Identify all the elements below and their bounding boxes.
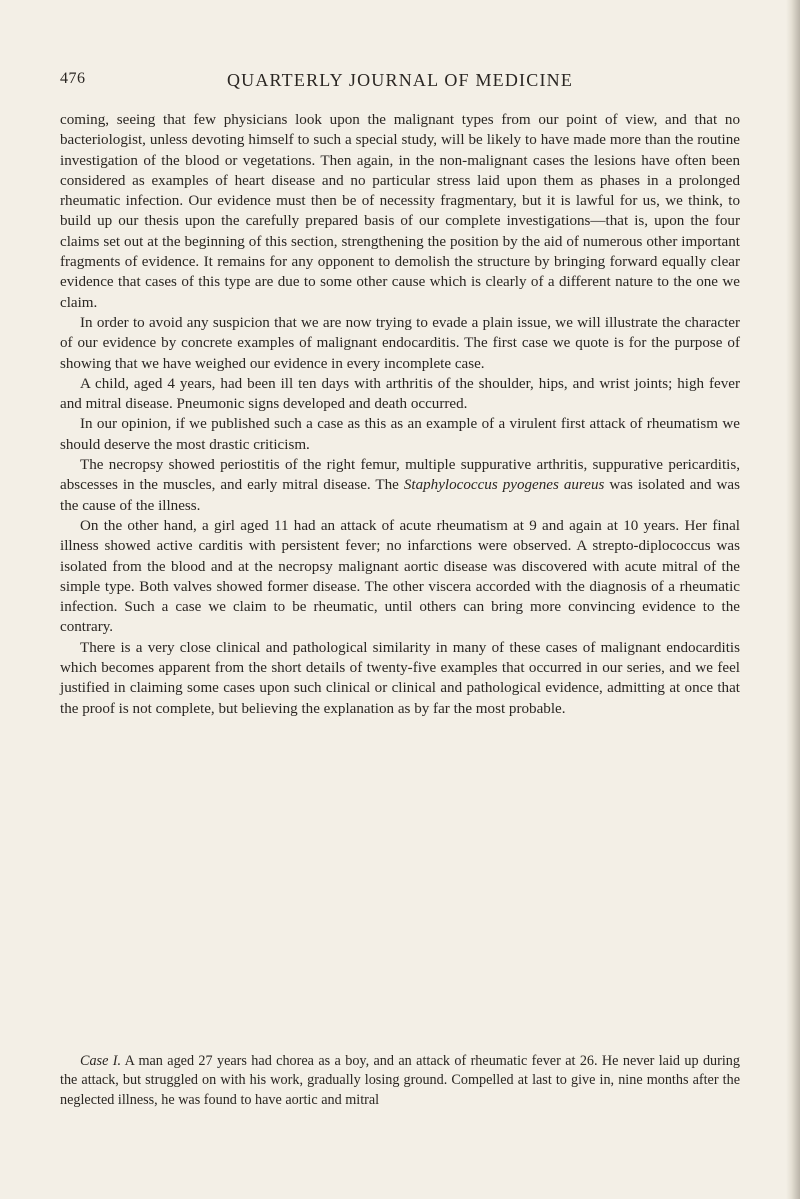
article-body: [60, 110, 740, 719]
page-edge-shadow: [786, 0, 800, 1199]
running-title: QUARTERLY JOURNAL OF MEDICINE: [226, 70, 574, 90]
case-paragraph: [60, 1052, 740, 1110]
organism-name: Staphylococcus pyogenes aureus: [403, 477, 605, 494]
page-header: [60, 70, 740, 92]
paragraph-similarity: There is a very close clinical and pathological similarity in many of these cases of malignant endocarditis which becomes apparent from the short details of twenty-five examples that occurred in our series, and we feel justified in claiming some cases upon such clinical or clinical and pathological evidence, admitting at once that the proof is not complete, but believing the explanation as by far the most probable.: [60, 639, 740, 717]
case-label: Case I.: [80, 1053, 122, 1069]
case-section: [60, 1052, 740, 1110]
case-description: A man aged 27 years had chorea as a boy, and an attack of rheumatic fever at 26. He never laid up during the attack, but struggled on with his work, gradually losing ground. Compelled at last to give in, nine months after the neglected illness, he was found to have aortic and mitral: [60, 1053, 740, 1108]
paragraph-child-case: A child, aged 4 years, had been ill ten days with arthritis of the shoulder, hips, and wrist joints; high fever and mitral disease. Pneumonic signs developed and death occurred.: [60, 375, 740, 413]
paragraph-opinion: In our opinion, if we published such a case as this as an example of a virulent first attack of rheumatism we should deserve the most drastic criticism.: [60, 416, 740, 453]
paragraph-necropsy: [60, 455, 740, 516]
paragraph-girl-case: On the other hand, a girl aged 11 had an attack of acute rheumatism at 9 and again at 10 years. Her final illness showed active carditis with persistent fever; no infarctions were observed. A strepto-diplococcus was isolated from the blood and at the necropsy malignant aortic disease was discovered with acute mitral of the simple type. Both valves showed former disease. The other viscera accorded with the diagnosis of a rheumatic infection. Such a case we claim to be rheumatic, until others can bring more convincing evidence to the contrary.: [60, 517, 740, 636]
paragraph-continuation: coming, seeing that few physicians look upon the malignant types from our point of view, and that no bacteriologist, unless devoting himself to such a special study, will be likely to have made more than the routine investigation of the blood or vegetations. Then again, in the non-malignant cases the lesions have often been considered as examples of heart disease and no particular stress laid upon them as phases in a prolonged rheumatic infection. Our evidence must then be of necessity fragmentary, but it is lawful for us, we think, to build up our thesis upon the carefully prepared basis of our complete investigations—that is, upon the four claims set out at the beginning of this section, strengthening the position by the aid of numerous other important fragments of evidence. It remains for any opponent to demolish the structure by bringing forward equally clear evidence that cases of this type are due to some other cause which is clearly of a different nature to the one we claim.: [60, 112, 740, 311]
necropsy-text-after: was isolated and was the cause of the illness.: [60, 477, 740, 514]
necropsy-text-before: The necropsy showed periostitis of the right femur, multiple suppurative arthritis, suppurative pericarditis, abscesses in the muscles, and early mitral disease. The: [60, 457, 740, 494]
page-number: 476: [60, 70, 86, 87]
paragraph-illustration-intro: In order to avoid any suspicion that we are now trying to evade a plain issue, we will illustrate the character of our evidence by concrete examples of malignant endocarditis. The first case we quote is for the purpose of showing that we have weighed our evidence in every incomplete case.: [60, 314, 740, 372]
